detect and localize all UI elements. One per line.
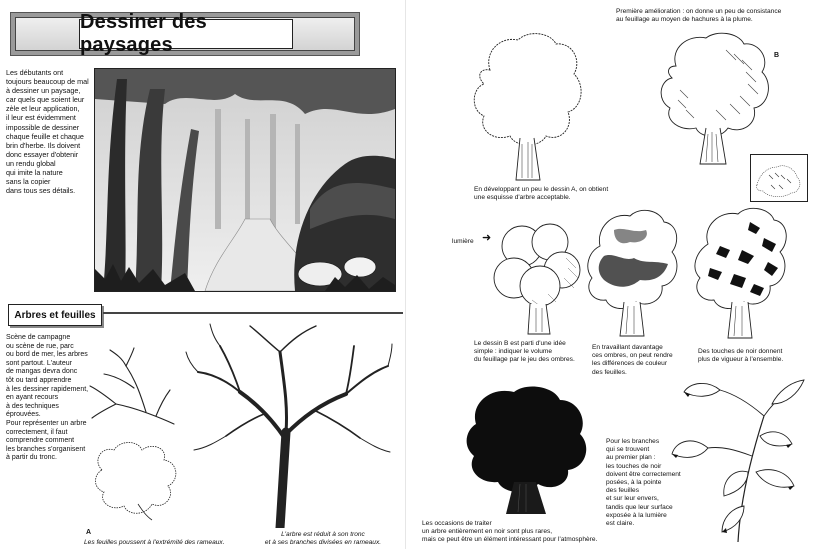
caption-line: un arbre entièrement en noir sont plus rares, <box>422 528 553 536</box>
figure-label-b: B <box>774 52 780 59</box>
caption-line: En travaillant davantage <box>592 344 663 351</box>
body-line: à des techniques <box>6 402 59 410</box>
intro-line: donc essayer d'obtenir <box>6 149 79 159</box>
caption-developing <box>474 186 654 202</box>
body-line: de mangas devra donc <box>6 368 78 376</box>
caption-line: une esquisse d'arbre acceptable. <box>474 194 571 202</box>
body-line: les branches s'organisent <box>6 445 86 453</box>
body-line: à les dessiner rapidement, <box>6 385 89 393</box>
bare-tree-drawing <box>184 322 394 528</box>
caption-line: les touches de noir <box>606 462 662 470</box>
caption-line: plus de vigueur à l'ensemble. <box>698 356 784 364</box>
body-line: tôt ou tard apprendre <box>6 376 72 384</box>
intro-line: zèle et leur application, <box>6 104 80 114</box>
tree-shadows-drawing <box>584 206 680 338</box>
caption-line: simple : indiquer le volume <box>474 348 553 356</box>
intro-text <box>6 68 92 195</box>
caption-line: En développant un peu le dessin A, on obtient <box>474 186 609 193</box>
figure-label-a: A <box>86 529 92 536</box>
caption-line: des feuilles. <box>592 368 627 376</box>
body-line: correctement, il faut <box>6 428 68 436</box>
arrow-right-icon: ➜ <box>482 232 492 244</box>
intro-line: qui imite la nature <box>6 168 63 178</box>
leafy-branch-sketch <box>92 440 184 522</box>
caption-line: et à ses branches divisées en rameaux. <box>264 539 382 547</box>
title-box <box>79 11 293 56</box>
body-line: ou scène de rue, parc <box>6 342 74 350</box>
caption-line: qui se trouvent <box>606 446 650 454</box>
caption-line: mais ce peut être un élément intéressant pour l'atmosphère. <box>422 536 598 544</box>
branch-sketch <box>86 346 176 428</box>
right-page <box>406 0 813 549</box>
intro-line: à dessiner un paysage, <box>6 86 81 96</box>
body-line: éprouvées. <box>6 411 41 419</box>
body-line: en ayant recours <box>6 394 59 402</box>
caption-line: les différences de couleur <box>592 360 668 368</box>
tree-b-hatched <box>656 30 778 166</box>
page-title: Dessiner des paysages <box>80 11 207 56</box>
intro-line: Les débutants ont <box>6 68 64 77</box>
body-line: Scène de campagne <box>6 334 71 341</box>
body-line: comprendre comment <box>6 437 75 445</box>
intro-line: toujours beaucoup de mal <box>6 77 89 87</box>
tree-volume-sketch <box>492 216 584 336</box>
caption-line: ces ombres, on peut rendre <box>592 352 673 360</box>
body-line: ou bord de mer, les arbres <box>6 351 88 359</box>
section-title: Arbres et feuilles <box>14 309 96 321</box>
caption-line: au premier plan : <box>606 454 656 462</box>
caption-black-touches <box>698 348 808 364</box>
body-line: sont partout. L'auteur <box>6 359 72 367</box>
intro-line: sans la copier <box>6 177 51 187</box>
hatching-detail-inset <box>750 154 808 202</box>
caption-line: et sur leur envers, <box>606 495 659 503</box>
caption-line: L'arbre est réduit à son tronc <box>281 531 365 538</box>
caption-trunk <box>248 531 398 547</box>
caption-line: est claire. <box>606 520 635 528</box>
body-text <box>6 334 92 463</box>
intro-line: brin d'herbe. Ils doivent <box>6 140 81 150</box>
caption-line: au feuillage au moyen de hachures à la plume. <box>616 16 753 24</box>
caption-line: posées, à la pointe <box>606 479 662 487</box>
forest-illustration <box>94 68 396 292</box>
intro-line: impossible de dessiner <box>6 122 80 132</box>
caption-line: du feuillage par le jeu des ombres. <box>474 356 575 364</box>
caption-leaves: Les feuilles poussent à l'extrémité des rameaux. <box>84 539 225 546</box>
intro-line: un rendu global <box>6 158 56 168</box>
intro-line: dans tous ses détails. <box>6 186 76 196</box>
caption-line: exposée à la lumière <box>606 511 667 519</box>
intro-line: chaque feuille et chaque <box>6 131 84 141</box>
body-line: Pour représenter un arbre <box>6 419 87 427</box>
tree-black-touches-drawing <box>690 204 790 340</box>
section-divider <box>103 312 403 314</box>
caption-line: Les occasions de traiter <box>422 520 492 527</box>
caption-line: doivent être correctement <box>606 470 681 478</box>
foreground-leaves-drawing <box>668 376 808 542</box>
title-banner <box>10 12 360 56</box>
caption-shading-idea <box>474 340 594 365</box>
caption-line: Le dessin B est parti d'une idée <box>474 340 566 347</box>
caption-line: Première amélioration : on donne un peu de consistance <box>616 8 782 15</box>
section-banner <box>8 304 102 326</box>
body-line: à partir du tronc. <box>6 454 57 462</box>
intro-line: car quels que soient leur <box>6 95 85 105</box>
silhouette-tree-drawing <box>462 384 594 516</box>
tree-a-outline <box>470 30 586 186</box>
left-page <box>0 0 406 549</box>
caption-line: tandis que leur surface <box>606 503 673 511</box>
caption-first-improvement <box>616 8 806 24</box>
caption-line: des feuilles <box>606 487 639 495</box>
label-light: lumière <box>452 238 474 245</box>
caption-shadows <box>592 344 692 377</box>
caption-line: Pour les branches <box>606 438 660 445</box>
intro-line: il leur est évidemment <box>6 113 76 123</box>
caption-line: Des touches de noir donnent <box>698 348 783 355</box>
